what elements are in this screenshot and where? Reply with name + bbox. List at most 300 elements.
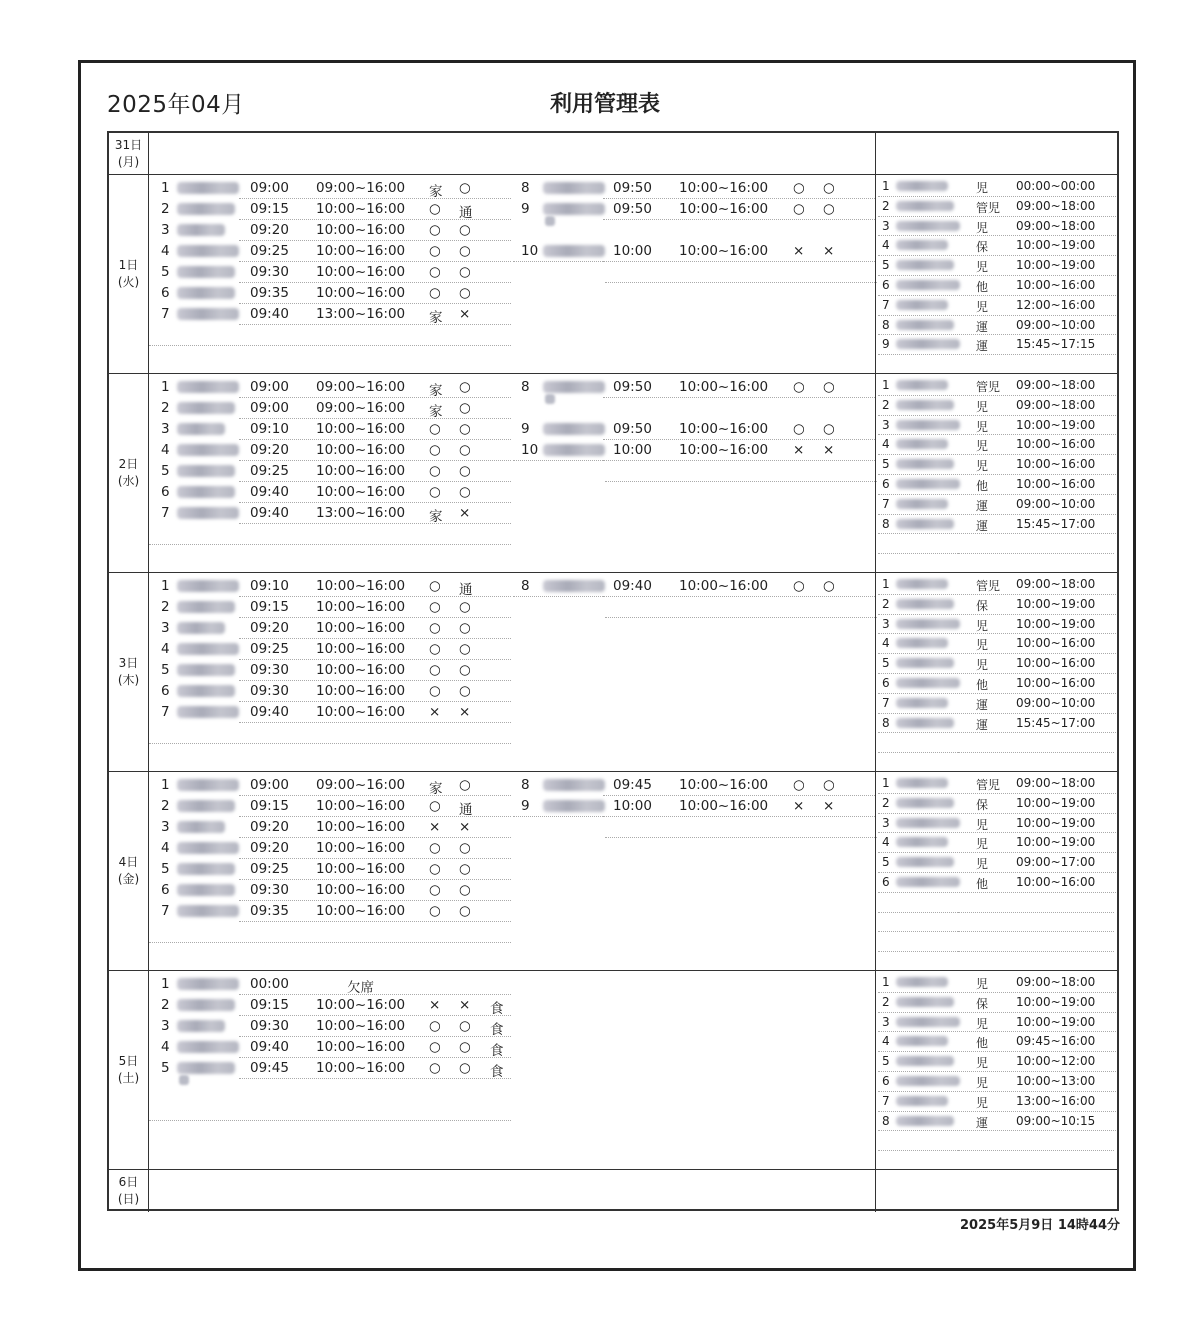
pickup-mark: ○ — [429, 264, 441, 280]
pickup-mark: ○ — [793, 777, 805, 793]
arrival-time: 09:40 — [250, 1039, 289, 1055]
redacted-name — [177, 486, 235, 498]
redacted-name-overflow — [179, 1075, 189, 1085]
staff-hours: 10:00~16:00 — [1016, 457, 1096, 472]
staff-role: 運 — [976, 697, 989, 712]
service-hours: 10:00~16:00 — [679, 442, 769, 458]
row-number: 6 — [161, 285, 170, 301]
day-number: 1日 — [118, 258, 139, 272]
row-divider — [878, 553, 958, 554]
staff-role: 保 — [976, 996, 989, 1011]
row-number: 8 — [521, 180, 530, 196]
attendee-row — [149, 220, 511, 241]
day-label — [109, 772, 149, 970]
staff-hours: 09:00~10:00 — [1016, 317, 1096, 332]
staff-hours: 09:00~18:00 — [1016, 975, 1096, 989]
row-number: 6 — [161, 882, 170, 898]
row-number: 5 — [161, 463, 170, 479]
redacted-name — [177, 622, 225, 634]
staff-hours: 09:00~18:00 — [1016, 378, 1096, 392]
pickup-mark: ○ — [429, 285, 441, 301]
schedule-grid — [107, 131, 1119, 1211]
day-weekday: (土) — [117, 1071, 140, 1085]
staff-row — [876, 335, 1116, 355]
service-hours: 10:00~16:00 — [679, 379, 769, 395]
row-divider — [878, 951, 958, 952]
staff-number: 8 — [882, 1113, 890, 1128]
dropoff-mark: 通 — [459, 205, 473, 221]
redacted-name — [896, 698, 948, 708]
arrival-time: 09:20 — [250, 442, 289, 458]
row-divider — [239, 722, 511, 723]
staff-hours: 09:00~18:00 — [1016, 397, 1096, 412]
meal-mark: 食 — [490, 1022, 504, 1038]
row-divider — [603, 816, 875, 817]
staff-number: 8 — [882, 516, 890, 531]
dropoff-mark: ○ — [823, 421, 835, 437]
staff-hours: 10:00~13:00 — [1016, 1074, 1096, 1088]
arrival-time: 09:30 — [250, 882, 289, 898]
attendee-row — [149, 304, 511, 325]
pickup-mark: ○ — [429, 641, 441, 657]
service-hours: 10:00~16:00 — [316, 903, 406, 919]
redacted-name — [896, 280, 960, 290]
redacted-name — [896, 420, 960, 430]
day-block — [109, 772, 1117, 971]
meal-mark: 食 — [490, 1064, 504, 1080]
redacted-name — [177, 978, 239, 990]
staff-hours: 10:00~19:00 — [1016, 795, 1096, 810]
staff-row — [876, 1052, 1116, 1072]
pickup-mark: ○ — [429, 903, 441, 919]
staff-role: 運 — [976, 518, 989, 533]
row-divider — [513, 261, 605, 262]
row-divider — [149, 544, 511, 545]
print-timestamp: 2025年5月9日 14時44分 — [960, 1218, 1120, 1233]
row-divider — [605, 481, 877, 482]
row-divider — [603, 596, 875, 597]
row-divider — [513, 816, 605, 817]
day-block — [109, 1170, 1117, 1212]
row-number: 8 — [521, 379, 530, 395]
arrival-time: 09:20 — [250, 620, 289, 636]
row-number: 3 — [161, 1018, 170, 1034]
redacted-name — [896, 260, 954, 270]
row-divider — [958, 553, 1114, 554]
arrival-time: 09:10 — [250, 578, 289, 594]
redacted-name — [543, 779, 605, 791]
staff-role: 児 — [976, 439, 989, 454]
day-block — [109, 133, 1117, 175]
staff-row — [876, 674, 1116, 694]
redacted-name — [177, 1041, 239, 1053]
row-number: 4 — [161, 243, 170, 259]
staff-number: 1 — [882, 975, 890, 989]
arrival-time: 09:15 — [250, 201, 289, 217]
row-number: 6 — [161, 683, 170, 699]
row-number: 2 — [161, 400, 170, 416]
day-block — [109, 971, 1117, 1170]
pickup-mark: ○ — [429, 662, 441, 678]
staff-row-empty — [876, 1131, 1116, 1151]
staff-role: 他 — [976, 877, 989, 891]
attendee-row — [149, 995, 511, 1016]
dropoff-mark: ○ — [823, 777, 835, 793]
arrival-time: 09:50 — [613, 201, 652, 217]
staff-role: 他 — [976, 1036, 989, 1051]
redacted-name — [177, 507, 239, 519]
redacted-name-overflow — [545, 394, 555, 404]
staff-role: 児 — [976, 977, 989, 991]
staff-number: 8 — [882, 317, 890, 332]
attendee-row — [149, 1037, 511, 1058]
row-number: 2 — [161, 798, 170, 814]
staff-row — [876, 1013, 1116, 1033]
row-number: 5 — [161, 861, 170, 877]
staff-number: 1 — [882, 179, 890, 193]
staff-role: 他 — [976, 479, 989, 493]
redacted-name — [896, 459, 954, 469]
redacted-name — [177, 465, 235, 477]
staff-hours: 00:00~00:00 — [1016, 179, 1096, 193]
redacted-name — [177, 779, 239, 791]
service-hours: 10:00~16:00 — [316, 578, 406, 594]
attendee-row — [149, 775, 511, 796]
arrival-time: 09:50 — [613, 180, 652, 196]
attendee-row — [149, 199, 511, 220]
staff-role: 児 — [976, 220, 989, 235]
pickup-mark: 家 — [429, 383, 443, 399]
day-block — [109, 573, 1117, 772]
staff-number: 4 — [882, 835, 890, 850]
staff-role: 児 — [976, 1095, 989, 1110]
staff-row — [876, 177, 1116, 197]
pickup-mark: ○ — [793, 379, 805, 395]
staff-number: 6 — [882, 477, 890, 491]
dropoff-mark: × — [823, 798, 835, 814]
attendee-row — [149, 838, 511, 859]
redacted-name — [543, 423, 605, 435]
dropoff-mark: ○ — [459, 222, 471, 238]
day-weekday: (水) — [117, 474, 140, 488]
staff-row — [876, 595, 1116, 615]
row-number: 1 — [161, 777, 170, 793]
pickup-mark: ○ — [429, 243, 441, 259]
service-hours: 13:00~16:00 — [316, 505, 406, 521]
staff-row — [876, 236, 1116, 256]
staff-role: 管児 — [976, 579, 1001, 593]
staff-hours: 13:00~16:00 — [1016, 1093, 1096, 1108]
attendee-row — [149, 817, 511, 838]
redacted-name — [177, 863, 235, 875]
staff-number: 1 — [882, 776, 890, 790]
redacted-name — [896, 658, 954, 668]
attendee-row — [149, 639, 511, 660]
attendee-row — [149, 660, 511, 681]
dropoff-mark: × — [823, 243, 835, 259]
arrival-time: 09:35 — [250, 903, 289, 919]
redacted-name — [543, 800, 605, 812]
pickup-mark: ○ — [429, 484, 441, 500]
pickup-mark: ○ — [429, 1060, 441, 1076]
staff-role: 児 — [976, 181, 989, 195]
staff-role: 管児 — [976, 778, 1001, 792]
row-number: 1 — [161, 976, 170, 992]
pickup-mark: ○ — [793, 578, 805, 594]
dropoff-mark: ○ — [459, 662, 471, 678]
row-number: 9 — [521, 421, 530, 437]
redacted-name — [543, 580, 605, 592]
staff-number: 1 — [882, 378, 890, 392]
service-hours: 10:00~16:00 — [316, 484, 406, 500]
staff-role: 運 — [976, 1115, 989, 1130]
arrival-time: 09:00 — [250, 379, 289, 395]
staff-hours: 15:45~17:00 — [1016, 715, 1096, 730]
service-hours: 10:00~16:00 — [316, 819, 406, 835]
redacted-name — [896, 1056, 954, 1066]
row-number: 2 — [161, 201, 170, 217]
dropoff-mark: ○ — [459, 421, 471, 437]
staff-number: 7 — [882, 297, 890, 312]
staff-role: 保 — [976, 598, 989, 613]
staff-number: 4 — [882, 1034, 890, 1049]
row-number: 1 — [161, 180, 170, 196]
redacted-name — [177, 580, 239, 592]
redacted-name — [896, 380, 948, 390]
row-divider — [603, 460, 875, 461]
redacted-name — [896, 1096, 948, 1106]
staff-area — [875, 133, 1117, 174]
staff-number: 2 — [882, 994, 890, 1009]
attendee-row — [149, 796, 511, 817]
staff-hours: 09:00~18:00 — [1016, 198, 1096, 213]
pickup-mark: 家 — [429, 310, 443, 326]
dropoff-mark: ○ — [823, 201, 835, 217]
dropoff-mark: ○ — [459, 285, 471, 301]
staff-number: 1 — [882, 577, 890, 591]
staff-hours: 10:00~19:00 — [1016, 238, 1096, 253]
attendee-row — [513, 796, 875, 817]
arrival-time: 09:40 — [250, 505, 289, 521]
dropoff-mark: ○ — [459, 861, 471, 877]
staff-role: 児 — [976, 260, 989, 275]
day-number: 4日 — [118, 855, 139, 869]
row-divider — [878, 354, 1116, 355]
dropoff-mark: × — [459, 306, 471, 322]
service-hours: 10:00~16:00 — [316, 861, 406, 877]
staff-row — [876, 376, 1116, 396]
attendee-row — [149, 681, 511, 702]
staff-number: 3 — [882, 417, 890, 432]
redacted-name — [177, 423, 225, 435]
staff-row — [876, 276, 1116, 296]
attendee-row — [149, 461, 511, 482]
staff-number: 5 — [882, 656, 890, 671]
staff-hours: 09:00~18:00 — [1016, 218, 1096, 233]
staff-role: 他 — [976, 280, 989, 294]
dropoff-mark: ○ — [823, 578, 835, 594]
redacted-name — [177, 800, 235, 812]
staff-hours: 10:00~16:00 — [1016, 875, 1096, 889]
dropoff-mark: ○ — [459, 1018, 471, 1034]
page-title: 利用管理表 — [550, 92, 661, 117]
day-number: 31日 — [114, 137, 143, 152]
staff-role: 児 — [976, 638, 989, 653]
row-number: 5 — [161, 662, 170, 678]
staff-hours: 09:00~18:00 — [1016, 776, 1096, 790]
arrival-time: 10:00 — [613, 442, 652, 458]
service-hours: 10:00~16:00 — [316, 222, 406, 238]
service-hours: 10:00~16:00 — [316, 463, 406, 479]
attendee-row — [149, 283, 511, 304]
staff-role: 児 — [976, 399, 989, 414]
staff-row — [876, 973, 1116, 993]
arrival-time: 09:40 — [613, 578, 652, 594]
staff-area — [875, 573, 1117, 771]
attendee-row — [149, 482, 511, 503]
row-divider — [239, 324, 511, 325]
service-hours: 10:00~16:00 — [679, 243, 769, 259]
dropoff-mark: 通 — [459, 582, 473, 598]
service-hours: 10:00~16:00 — [316, 201, 406, 217]
redacted-name — [177, 266, 235, 278]
redacted-name — [177, 287, 235, 299]
dropoff-mark: ○ — [459, 882, 471, 898]
staff-hours: 10:00~19:00 — [1016, 596, 1096, 611]
arrival-time: 09:15 — [250, 599, 289, 615]
arrival-time: 10:00 — [613, 243, 652, 259]
service-hours: 09:00~16:00 — [316, 777, 406, 793]
redacted-name — [896, 320, 954, 330]
redacted-name — [896, 519, 954, 529]
staff-number: 3 — [882, 616, 890, 631]
redacted-name — [543, 444, 605, 456]
row-divider — [603, 219, 875, 220]
arrival-time: 09:30 — [250, 662, 289, 678]
dropoff-mark: ○ — [459, 1039, 471, 1055]
pickup-mark: ○ — [429, 1039, 441, 1055]
dropoff-mark: ○ — [459, 379, 471, 395]
service-hours: 10:00~16:00 — [316, 798, 406, 814]
redacted-name — [896, 579, 948, 589]
pickup-mark: × — [429, 704, 441, 720]
redacted-name — [177, 999, 235, 1011]
dropoff-mark: ○ — [459, 777, 471, 793]
staff-number: 4 — [882, 238, 890, 253]
staff-hours: 09:00~10:00 — [1016, 496, 1096, 511]
staff-hours: 10:00~19:00 — [1016, 835, 1096, 850]
pickup-mark: ○ — [429, 798, 441, 814]
redacted-name — [896, 778, 948, 788]
staff-role: 児 — [976, 419, 989, 434]
staff-row — [876, 654, 1116, 674]
arrival-time: 00:00 — [250, 976, 289, 992]
redacted-name — [177, 1020, 225, 1032]
redacted-name — [896, 977, 948, 987]
day-label — [109, 374, 149, 572]
day-weekday: (火) — [117, 275, 140, 289]
month-label: 2025年04月 — [107, 92, 245, 118]
service-hours: 09:00~16:00 — [316, 400, 406, 416]
staff-row-empty — [876, 893, 1116, 913]
staff-number: 3 — [882, 815, 890, 830]
row-divider — [239, 921, 511, 922]
dropoff-mark: ○ — [459, 1060, 471, 1076]
pickup-mark: ○ — [429, 840, 441, 856]
service-hours: 09:00~16:00 — [316, 180, 406, 196]
row-number: 6 — [161, 484, 170, 500]
staff-hours: 10:00~16:00 — [1016, 636, 1096, 651]
row-number: 8 — [521, 777, 530, 793]
service-hours: 10:00~16:00 — [316, 442, 406, 458]
service-hours: 10:00~16:00 — [316, 997, 406, 1013]
staff-number: 2 — [882, 596, 890, 611]
meal-mark: 食 — [490, 1001, 504, 1017]
row-number: 3 — [161, 819, 170, 835]
staff-number: 4 — [882, 636, 890, 651]
staff-hours: 09:00~17:00 — [1016, 855, 1096, 870]
arrival-time: 09:25 — [250, 463, 289, 479]
redacted-name — [177, 182, 239, 194]
staff-role: 管児 — [976, 200, 1001, 215]
staff-number: 9 — [882, 337, 890, 352]
attendee-row — [149, 618, 511, 639]
row-divider — [149, 743, 511, 744]
redacted-name — [177, 402, 235, 414]
row-number: 4 — [161, 442, 170, 458]
service-hours: 09:00~16:00 — [316, 379, 406, 395]
row-number: 7 — [161, 903, 170, 919]
staff-hours: 09:00~10:00 — [1016, 695, 1096, 710]
attendee-row — [149, 597, 511, 618]
staff-role: 児 — [976, 299, 989, 314]
redacted-name — [896, 877, 960, 887]
staff-hours: 10:00~19:00 — [1016, 417, 1096, 432]
row-number: 5 — [161, 1060, 170, 1076]
attendee-row — [149, 398, 511, 419]
staff-hours: 15:45~17:15 — [1016, 337, 1096, 352]
row-number: 3 — [161, 222, 170, 238]
staff-hours: 10:00~19:00 — [1016, 258, 1096, 273]
staff-role: 保 — [976, 797, 989, 812]
staff-row — [876, 296, 1116, 316]
attendee-row — [149, 377, 511, 398]
row-divider — [513, 460, 605, 461]
service-hours: 10:00~16:00 — [316, 840, 406, 856]
row-number: 1 — [161, 379, 170, 395]
staff-number: 2 — [882, 198, 890, 213]
staff-number: 5 — [882, 457, 890, 472]
redacted-name — [896, 638, 948, 648]
dropoff-mark: ○ — [459, 264, 471, 280]
row-divider — [958, 752, 1114, 753]
pickup-mark: 家 — [429, 509, 443, 525]
day-label — [109, 573, 149, 771]
row-number: 2 — [161, 599, 170, 615]
arrival-time: 09:45 — [613, 777, 652, 793]
redacted-name — [896, 339, 960, 349]
attendee-row — [149, 880, 511, 901]
service-hours: 10:00~16:00 — [316, 599, 406, 615]
redacted-name — [896, 837, 948, 847]
redacted-name — [177, 245, 239, 257]
attendee-row — [149, 974, 511, 995]
staff-number: 7 — [882, 695, 890, 710]
row-divider — [239, 1078, 511, 1079]
staff-hours: 10:00~16:00 — [1016, 477, 1096, 491]
attendee-row — [513, 576, 875, 597]
redacted-name — [896, 798, 954, 808]
